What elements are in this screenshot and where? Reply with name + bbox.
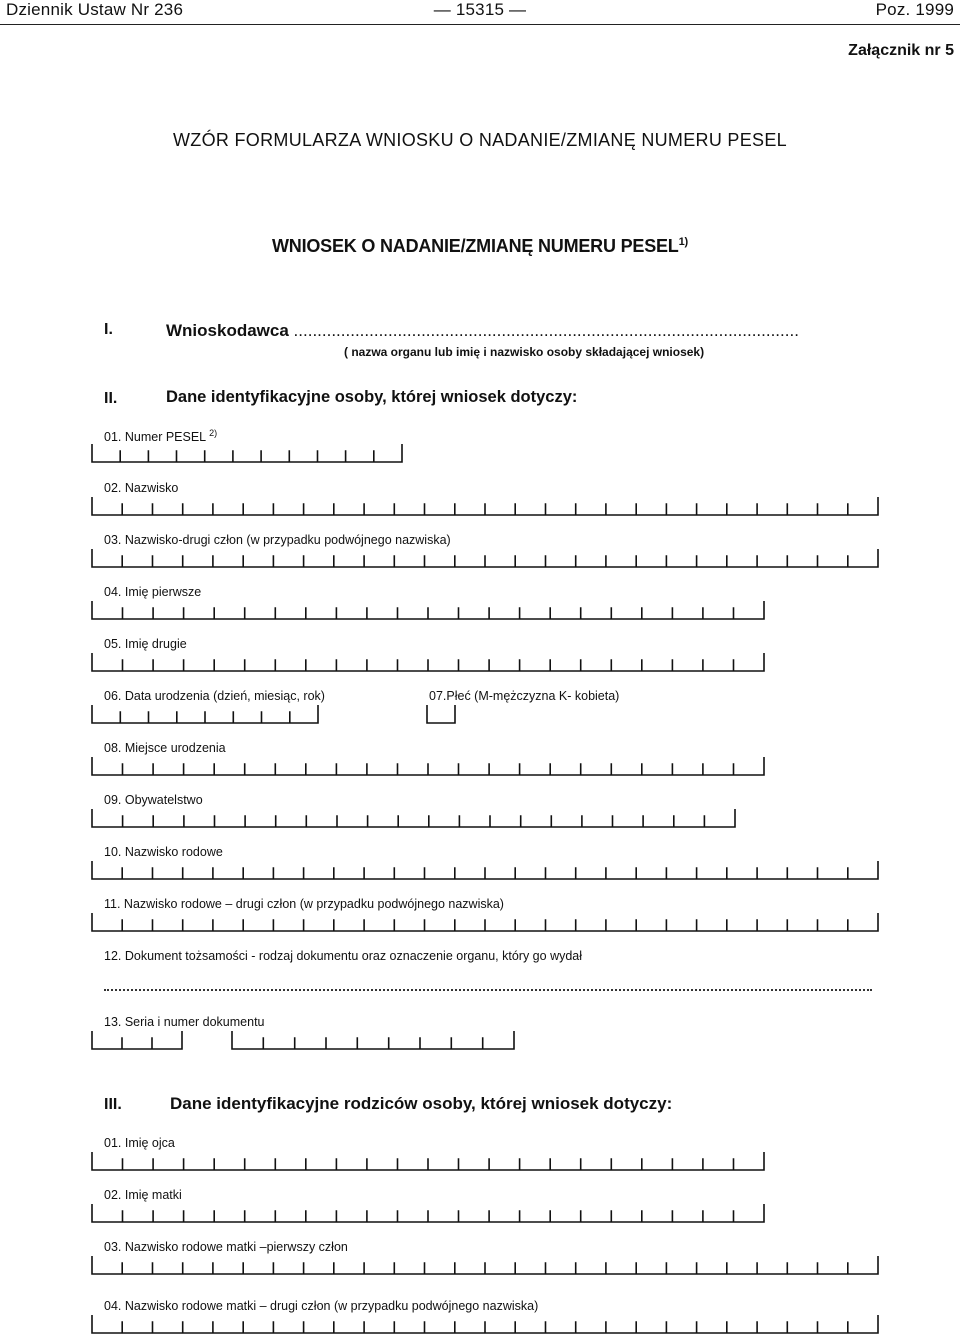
character-box-grid bbox=[92, 861, 878, 879]
document-number-boxes[interactable] bbox=[230, 1029, 516, 1051]
section-1-number: I. bbox=[104, 321, 113, 338]
application-title bbox=[0, 236, 960, 257]
character-box-grid bbox=[92, 1204, 764, 1222]
field-label-second-name: 05. Imię drugie bbox=[104, 637, 187, 651]
character-box-grid bbox=[92, 1256, 878, 1274]
section-3-number: III. bbox=[104, 1096, 122, 1113]
field-label-surname: 02. Nazwisko bbox=[104, 481, 179, 495]
field-label-citizenship: 09. Obywatelstwo bbox=[104, 793, 203, 807]
maiden-name-second-boxes[interactable] bbox=[90, 911, 880, 933]
second-name-boxes[interactable] bbox=[90, 651, 766, 673]
running-header bbox=[0, 0, 960, 25]
character-box-grid bbox=[92, 1031, 182, 1049]
citizenship-boxes[interactable] bbox=[90, 807, 737, 829]
section-3-title: Dane identyfikacyjne rodziców osoby, której wniosek dotyczy: bbox=[170, 1094, 673, 1113]
character-box-grid bbox=[427, 705, 455, 723]
character-box-grid bbox=[92, 913, 878, 931]
field-label-document-number: 13. Seria i numer dokumentu bbox=[104, 1015, 265, 1029]
character-box-grid bbox=[232, 1031, 514, 1049]
birth-date-boxes[interactable] bbox=[90, 703, 320, 725]
character-box-grid bbox=[92, 705, 318, 723]
father-name-boxes[interactable] bbox=[90, 1150, 766, 1172]
field-label-maiden-name: 10. Nazwisko rodowe bbox=[104, 845, 223, 859]
field-label-mother-maiden-first: 03. Nazwisko rodowe matki –pierwszy człon bbox=[104, 1240, 348, 1254]
character-box-grid bbox=[92, 653, 764, 671]
character-box-grid bbox=[92, 549, 878, 567]
applicant-label: Wnioskodawca bbox=[166, 321, 289, 340]
character-box-grid bbox=[92, 444, 402, 462]
id-document-line[interactable] bbox=[104, 989, 872, 991]
applicant-dots: ........................................................................................................... bbox=[293, 321, 799, 340]
character-box-grid bbox=[92, 497, 878, 515]
surname-second-boxes[interactable] bbox=[90, 547, 880, 569]
field-label-sex: 07.Płeć (M-mężczyzna K- kobieta) bbox=[429, 689, 620, 703]
annex-label: Załącznik nr 5 bbox=[848, 42, 954, 59]
document-series-boxes[interactable] bbox=[90, 1029, 184, 1051]
field-label-pesel-text: 01. Numer PESEL bbox=[104, 430, 206, 445]
character-box-grid bbox=[92, 1315, 878, 1333]
journal-name: Dziennik Ustaw Nr 236 bbox=[6, 0, 184, 19]
character-box-grid bbox=[92, 757, 764, 775]
field-label-mother-maiden-second: 04. Nazwisko rodowe matki – drugi człon (w przypadku podwójnego nazwiska) bbox=[104, 1299, 539, 1313]
title-footnote: 1) bbox=[678, 236, 688, 248]
character-box-grid bbox=[92, 809, 735, 827]
field-label-mother-name: 02. Imię matki bbox=[104, 1188, 182, 1202]
birthplace-boxes[interactable] bbox=[90, 755, 766, 777]
position-number: Poz. 1999 bbox=[875, 0, 954, 19]
page-number: — 15315 — bbox=[433, 0, 527, 19]
field-label-maiden-name-second: 11. Nazwisko rodowe – drugi człon (w przypadku podwójnego nazwiska) bbox=[104, 897, 504, 911]
field-label-id-document: 12. Dokument tożsamości - rodzaj dokumentu oraz oznaczenie organu, który go wydał bbox=[104, 949, 583, 963]
mother-name-boxes[interactable] bbox=[90, 1202, 766, 1224]
applicant-hint: ( nazwa organu lub imię i nazwisko osoby składającej wniosek) bbox=[344, 345, 705, 359]
character-box-grid bbox=[92, 1152, 764, 1170]
section-2-number: II. bbox=[104, 390, 118, 407]
application-title-text: WNIOSEK O NADANIE/ZMIANĘ NUMERU PESEL bbox=[271, 236, 679, 256]
field-label-surname-second: 03. Nazwisko-drugi człon (w przypadku podwójnego nazwiska) bbox=[104, 533, 451, 547]
field-label-first-name: 04. Imię pierwsze bbox=[104, 585, 202, 599]
pesel-boxes[interactable] bbox=[90, 442, 404, 464]
first-name-boxes[interactable] bbox=[90, 599, 766, 621]
field-label-birth-date: 06. Data urodzenia (dzień, miesiąc, rok) bbox=[104, 689, 325, 703]
pesel-footnote: 2) bbox=[209, 428, 218, 438]
field-label-birthplace: 08. Miejsce urodzenia bbox=[104, 741, 226, 755]
field-label-father-name: 01. Imię ojca bbox=[104, 1136, 175, 1150]
mother-maiden-second-boxes[interactable] bbox=[90, 1313, 880, 1335]
section-2-title: Dane identyfikacyjne osoby, której wniosek dotyczy: bbox=[166, 388, 578, 406]
maiden-name-boxes[interactable] bbox=[90, 859, 880, 881]
surname-boxes[interactable] bbox=[90, 495, 880, 517]
character-box-grid bbox=[92, 601, 764, 619]
applicant-line[interactable] bbox=[166, 321, 799, 341]
form-template-title: WZÓR FORMULARZA WNIOSKU O NADANIE/ZMIANĘ NUMERU PESEL bbox=[173, 130, 787, 150]
mother-maiden-first-boxes[interactable] bbox=[90, 1254, 880, 1276]
sex-box[interactable] bbox=[425, 703, 457, 725]
